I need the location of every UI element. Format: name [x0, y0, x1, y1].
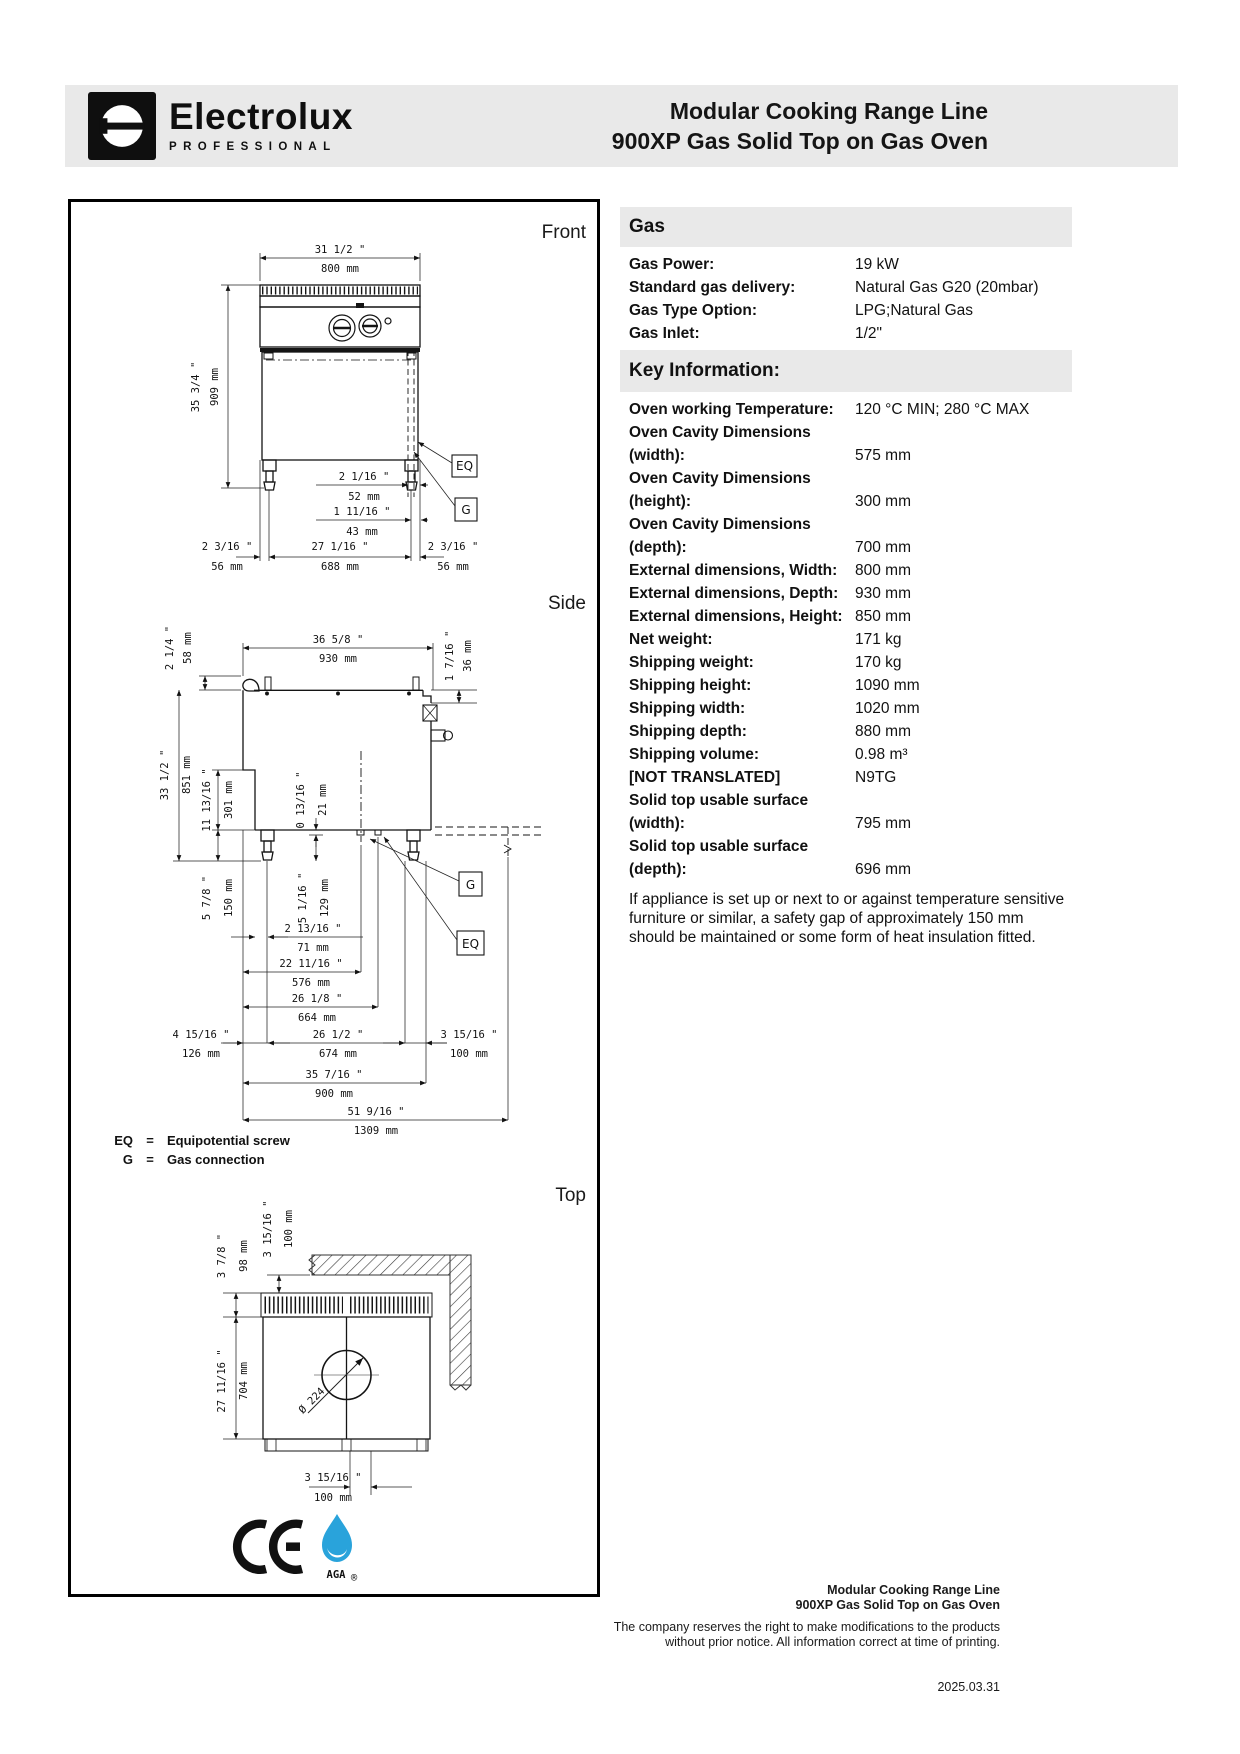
dim-top-rail-in: 3 7/8 "	[216, 1233, 228, 1279]
spec-value: 300 mm	[855, 493, 911, 510]
dim-front-right-in: 2 3/16 "	[427, 541, 479, 553]
electrolux-logo-icon	[88, 92, 156, 160]
spec-label: Standard gas delivery:	[629, 279, 796, 296]
legend-eq-sign: =	[146, 1133, 154, 1148]
dim-side-674-mm: 674 mm	[319, 1048, 357, 1060]
dim-side-150-in: 5 7/8 "	[201, 875, 213, 921]
dim-top-depth-mm: 704 mm	[238, 1362, 250, 1400]
dim-side-1309-in: 51 9/16 "	[347, 1106, 405, 1118]
footer-product-line-1: Modular Cooking Range Line	[827, 1583, 1000, 1597]
legend-g-text: Gas connection	[167, 1152, 265, 1167]
side-wall-dashed-lines	[435, 827, 541, 857]
aga-registered-mark: ®	[350, 1572, 358, 1584]
safety-note: If appliance is set up or next to or against temperature sensitive furniture or similar, a safety gap of approximately 150 mm should be maintained or some form of heat insulation fitted.	[629, 891, 1065, 946]
spec-row-ship-volume	[629, 743, 1072, 766]
key-info-section-title: Key Information:	[629, 360, 780, 381]
spec-row-cavity-depth	[629, 513, 1072, 559]
spec-label: Gas Inlet:	[629, 325, 700, 342]
spec-value: 800 mm	[855, 562, 911, 579]
spec-row-not-translated	[629, 766, 1072, 789]
header-band	[65, 85, 1178, 167]
spec-value: 0.98 m³	[855, 746, 908, 763]
dim-side-100-in: 3 15/16 "	[440, 1029, 498, 1041]
spec-row-ext-depth	[629, 582, 1072, 605]
title-line-2: 900XP Gas Solid Top on Gas Oven	[611, 128, 988, 154]
dim-top-circle-diameter: Ø 224	[296, 1385, 328, 1417]
dim-top-offset-in: 3 15/16 "	[304, 1472, 362, 1484]
spec-label: [NOT TRANSLATED]	[629, 769, 781, 786]
dim-side-930-mm: 930 mm	[319, 653, 357, 665]
spec-row-ship-depth	[629, 720, 1072, 743]
dim-top-gap-mm: 100 mm	[283, 1210, 295, 1248]
dim-side-930-in: 36 5/8 "	[312, 634, 364, 646]
dim-top-offset-mm: 100 mm	[314, 1492, 352, 1504]
side-view-drawing	[71, 599, 597, 1139]
electrolux-logo	[88, 92, 353, 160]
spec-row-gas-type	[629, 299, 1072, 322]
spec-row-ext-height	[629, 605, 1072, 628]
spec-label: Shipping volume:	[629, 746, 760, 763]
spec-label: Oven Cavity Dimensions (height):	[629, 470, 811, 510]
spec-column	[620, 207, 1072, 947]
spec-value: 19 kW	[855, 256, 899, 273]
spec-value: 700 mm	[855, 539, 911, 556]
dim-front-left-in: 2 3/16 "	[201, 541, 253, 553]
dim-side-21-mm: 21 mm	[317, 784, 329, 816]
spec-row-gas-power	[629, 253, 1072, 276]
spec-value: 795 mm	[855, 815, 911, 832]
footer-product-line-2: 900XP Gas Solid Top on Gas Oven	[795, 1598, 1000, 1612]
spec-label: Shipping weight:	[629, 654, 754, 671]
side-g-tag: G	[465, 878, 476, 892]
front-view-label: Front	[541, 222, 586, 243]
front-panel-separator	[260, 348, 420, 352]
brand-text	[169, 98, 353, 154]
footer-disclaimer-line-1: The company reserves the right to make modifications to the products	[613, 1620, 1000, 1634]
dim-side-100-mm: 100 mm	[450, 1048, 488, 1060]
spec-label: Solid top usable surface (depth):	[629, 838, 809, 878]
key-info-section-header	[620, 350, 1072, 392]
spec-value: 850 mm	[855, 608, 911, 625]
front-top-notch	[356, 303, 364, 308]
spec-value: 1020 mm	[855, 700, 920, 717]
spec-row-surface-width	[629, 789, 1072, 835]
footer-disclaimer	[540, 1620, 1000, 1650]
spec-label: External dimensions, Width:	[629, 562, 838, 579]
dim-front-center-mm: 688 mm	[321, 561, 359, 573]
top-unit-outline	[261, 1293, 432, 1451]
top-view-label: Top	[555, 1185, 586, 1206]
spec-label: Shipping depth:	[629, 723, 747, 740]
dim-front-height-mm: 909 mm	[209, 368, 221, 406]
dim-front-43-mm: 43 mm	[346, 526, 378, 538]
dim-side-150-mm: 150 mm	[223, 879, 235, 917]
dim-side-129-in: 5 1/16 "	[297, 872, 309, 924]
dim-side-301-in: 11 13/16 "	[201, 768, 213, 832]
legend-eq-text: Equipotential screw	[167, 1133, 290, 1148]
top-wall-hatch	[309, 1255, 471, 1390]
spec-row-ext-width	[629, 559, 1072, 582]
spec-label: External dimensions, Depth:	[629, 585, 839, 602]
spec-row-surface-depth	[629, 835, 1072, 881]
dim-top-depth-in: 27 11/16 "	[216, 1349, 228, 1413]
spec-label: Gas Power:	[629, 256, 715, 273]
spec-value: 120 °C MIN; 280 °C MAX	[855, 401, 1030, 418]
spec-value: Natural Gas G20 (20mbar)	[855, 279, 1039, 296]
dim-side-851-in: 33 1/2 "	[159, 749, 171, 801]
dim-top-gap-in: 3 15/16 "	[262, 1200, 274, 1258]
dim-front-52-in: 2 1/16 "	[338, 471, 390, 483]
dim-side-851-mm: 851 mm	[181, 756, 193, 794]
dim-top-rail-mm: 98 mm	[238, 1240, 250, 1272]
front-eq-tag: EQ	[455, 459, 474, 473]
side-view-label: Side	[547, 593, 586, 614]
side-unit-outline	[243, 677, 453, 860]
dim-front-right-mm: 56 mm	[437, 561, 469, 573]
legend-g-abbr: G	[122, 1152, 133, 1167]
spec-row-net-weight	[629, 628, 1072, 651]
spec-value: 696 mm	[855, 861, 911, 878]
technical-drawing-box	[68, 199, 600, 1597]
legend-eq-abbr: EQ	[114, 1133, 133, 1148]
spec-value: N9TG	[855, 769, 897, 786]
spec-row-cavity-width	[629, 421, 1072, 467]
aga-logo	[314, 1512, 360, 1586]
ce-mark-icon	[226, 1515, 306, 1579]
top-view-drawing	[71, 1199, 597, 1511]
spec-value: 1/2"	[855, 325, 883, 342]
gas-section-header	[620, 207, 1072, 247]
dim-side-576-in: 22 11/16 "	[279, 958, 343, 970]
spec-value: 1090 mm	[855, 677, 920, 694]
spec-label: Oven Cavity Dimensions (depth):	[629, 516, 811, 556]
key-info-rows	[620, 392, 1072, 886]
gas-section-title: Gas	[629, 216, 665, 237]
dim-side-664-in: 26 1/8 "	[291, 993, 343, 1005]
spec-label: Shipping width:	[629, 700, 746, 717]
spec-row-ship-height	[629, 674, 1072, 697]
spec-label: Oven working Temperature:	[629, 401, 834, 418]
dim-side-58-in: 2 1/4 "	[164, 625, 176, 671]
spec-label: Solid top usable surface (width):	[629, 792, 809, 832]
dim-side-71-in: 2 13/16 "	[284, 923, 342, 935]
legend-row-eq	[107, 1131, 290, 1150]
dim-front-left-mm: 56 mm	[211, 561, 243, 573]
spec-label: Gas Type Option:	[629, 302, 758, 319]
aga-text: AGA	[326, 1569, 346, 1581]
dim-side-36-mm: 36 mm	[462, 640, 474, 672]
dim-front-52-mm: 52 mm	[348, 491, 380, 503]
front-gas-pipe-dashed	[408, 350, 414, 497]
spec-value: 171 kg	[855, 631, 902, 648]
spec-row-ship-width	[629, 697, 1072, 720]
spec-row-gas-delivery	[629, 276, 1072, 299]
spec-value: LPG;Natural Gas	[855, 302, 974, 319]
front-view-drawing	[71, 229, 597, 581]
spec-label: Net weight:	[629, 631, 713, 648]
dim-side-21-in: 0 13/16 "	[295, 771, 307, 829]
spec-label: Oven Cavity Dimensions (width):	[629, 424, 811, 464]
footer	[540, 1583, 1000, 1694]
dim-side-129-mm: 129 mm	[319, 879, 331, 917]
spec-value: 170 kg	[855, 654, 902, 671]
footer-disclaimer-line-2: without prior notice. All information correct at time of printing.	[665, 1635, 1000, 1649]
dim-side-36-in: 1 7/16 "	[444, 630, 456, 682]
dim-side-71-mm: 71 mm	[297, 942, 329, 954]
brand-name: Electrolux	[169, 96, 353, 138]
dim-side-1309-mm: 1309 mm	[353, 1125, 399, 1137]
footer-date: 2025.03.31	[937, 1680, 1000, 1694]
dim-side-576-mm: 576 mm	[292, 977, 330, 989]
spec-label: Shipping height:	[629, 677, 752, 694]
spec-value: 880 mm	[855, 723, 911, 740]
dim-side-126-in: 4 15/16 "	[172, 1029, 230, 1041]
drawing-legend	[107, 1131, 290, 1169]
spec-row-oven-temp	[629, 398, 1072, 421]
document-title	[612, 96, 1178, 156]
spec-value: 575 mm	[855, 447, 911, 464]
dim-side-900-in: 35 7/16 "	[305, 1069, 363, 1081]
brand-subtitle: PROFESSIONAL	[169, 141, 337, 154]
dim-front-43-in: 1 11/16 "	[333, 506, 391, 518]
spec-value: 930 mm	[855, 585, 911, 602]
dim-front-width-mm: 800 mm	[321, 263, 359, 275]
dim-front-width-in: 31 1/2 "	[314, 244, 366, 256]
dim-side-664-mm: 664 mm	[298, 1012, 336, 1024]
dim-side-674-in: 26 1/2 "	[312, 1029, 364, 1041]
title-line-1: Modular Cooking Range Line	[669, 98, 988, 124]
legend-row-g	[107, 1150, 290, 1169]
spec-row-gas-inlet	[629, 322, 1072, 345]
spec-row-ship-weight	[629, 651, 1072, 674]
front-g-tag: G	[461, 503, 471, 517]
dim-front-height-in: 35 3/4 "	[190, 361, 202, 413]
gas-rows	[620, 247, 1072, 350]
dim-front-center-in: 27 1/16 "	[311, 541, 369, 553]
spec-label: External dimensions, Height:	[629, 608, 843, 625]
dim-side-900-mm: 900 mm	[315, 1088, 353, 1100]
spec-row-cavity-height	[629, 467, 1072, 513]
dim-side-126-mm: 126 mm	[182, 1048, 220, 1060]
front-control-knobs	[329, 315, 391, 341]
side-eq-tag: EQ	[461, 937, 480, 951]
aga-flame-icon	[322, 1514, 352, 1562]
dim-side-301-mm: 301 mm	[223, 781, 235, 819]
legend-g-sign: =	[146, 1152, 154, 1167]
dim-side-58-mm: 58 mm	[182, 632, 194, 664]
